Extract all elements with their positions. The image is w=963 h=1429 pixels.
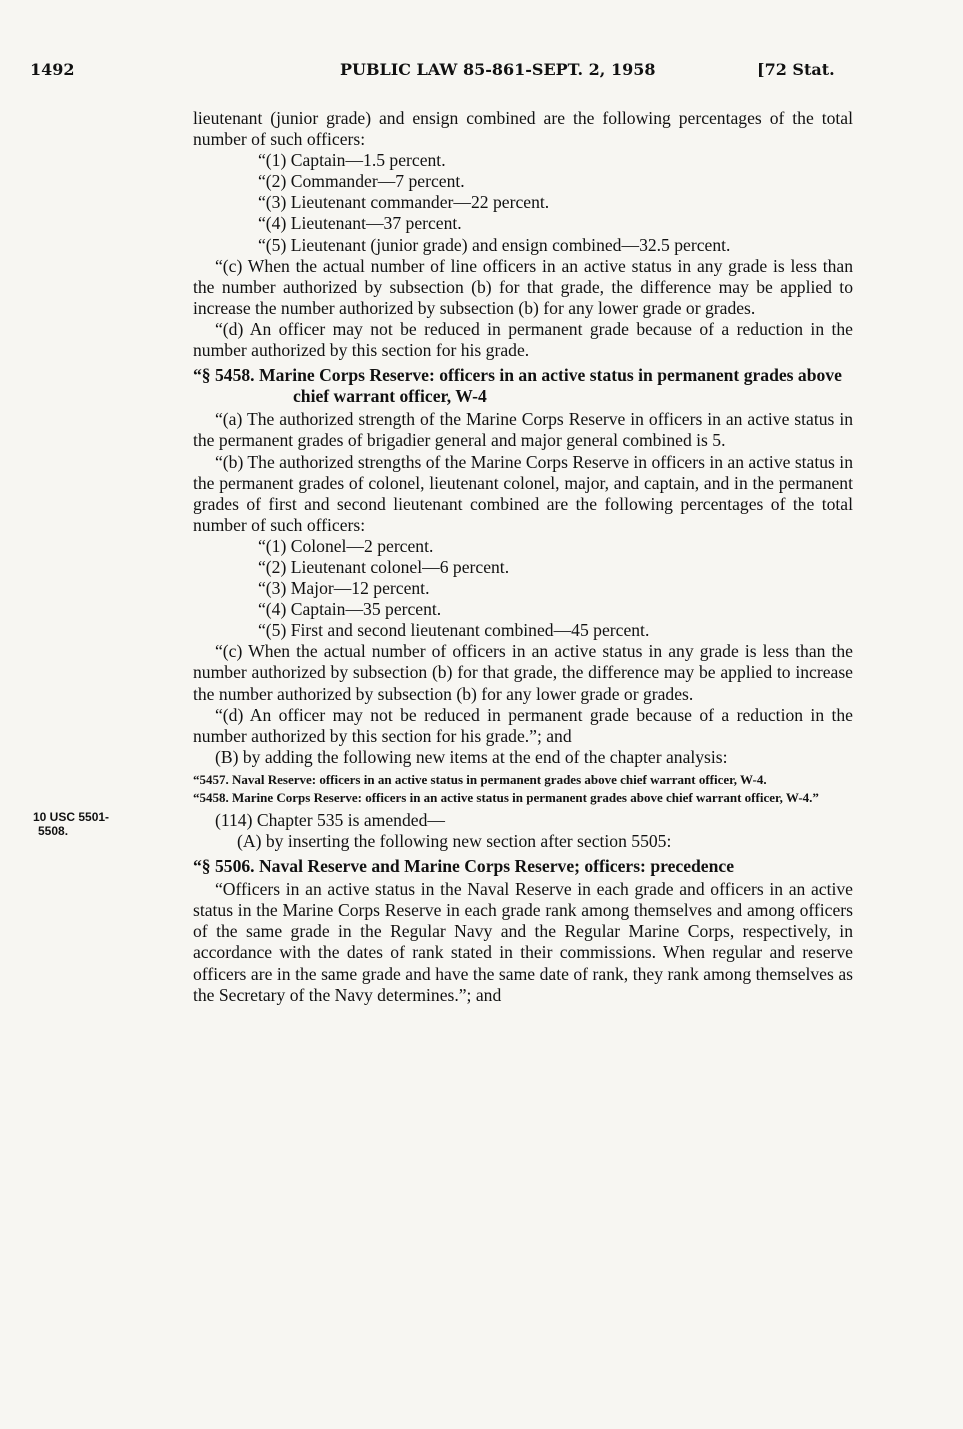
- list-item: “(3) Major—12 percent.: [258, 578, 430, 599]
- amendment-114: [33, 809, 853, 838]
- paragraph-5458-b: “(b) The authorized strengths of the Marine Corps Reserve in officers in an active status in the permanent grades of colonel, lieutenant colonel, major, and captain, and in the permanent grades of first and second lieutenant combined are the following percentages of the total number of such officers:: [193, 451, 853, 535]
- paragraph-5458-a: “(a) The authorized strength of the Marine Corps Reserve in officers in an active status in the permanent grades of brigadier general and major general combined is 5.: [193, 409, 853, 451]
- paragraph-5458-c: “(c) When the actual number of officers in an active status in any grade is less than the number authorized by subsection (b) for that grade, the difference may be applied to increase the number authorized by subsection (b) for any lower grade or grades.: [193, 641, 853, 704]
- paragraph-d: “(d) An officer may not be reduced in permanent grade because of a reduction in the number authorized by this section for his grade.: [193, 318, 853, 361]
- margin-citation-line: 10 USC 5501-: [33, 809, 110, 824]
- statute-reference: [72 Stat.: [757, 60, 835, 79]
- margin-citation-line: 5508.: [38, 823, 69, 838]
- analysis-item: “5458. Marine Corps Reserve: officers in an active status in permanent grades above chief warrant officer, W-4.”: [193, 789, 819, 805]
- list-item: “(2) Commander—7 percent.: [258, 171, 465, 192]
- chapter-analysis: [193, 772, 853, 806]
- paragraph-intro: lieutenant (junior grade) and ensign combined are the following percentages of the total number of such officers:: [193, 108, 853, 150]
- margin-citation: [33, 810, 173, 838]
- section-heading-5458: “§ 5458. Marine Corps Reserve: officers in an active status in permanent grades above chief warrant officer, W-4: [193, 365, 842, 407]
- paragraph-A: (A) by inserting the following new section after section 5505:: [237, 831, 672, 851]
- page-number: 1492: [30, 60, 75, 79]
- running-title: PUBLIC LAW 85-861-SEPT. 2, 1958: [340, 60, 656, 79]
- list-item: “(4) Lieutenant—37 percent.: [258, 213, 462, 234]
- paragraph-5506: “Officers in an active status in the Naval Reserve in each grade and officers in an active status in the Marine Corps Reserve in each grade rank among themselves and among officers of the same grade in the Regular Navy and the Regular Marine Corps, respectively, in accordance with the dates of rank stated in their commissions. When regular and reserve officers are in the same grade and have the same date of rank, they rank among themselves as the Secretary of the Navy determines.”; and: [193, 879, 853, 1005]
- paragraph-5458-d: “(d) An officer may not be reduced in permanent grade because of a reduction in the number authorized by this section for his grade.”; and: [193, 704, 853, 746]
- paragraph-B: (B) by adding the following new items at the end of the chapter analysis:: [215, 746, 728, 767]
- paragraph-c: “(c) When the actual number of line officers in an active status in any grade is less than the number authorized by subsection (b) for that grade, the difference may be applied to increase the number authorized by subsection (b) for any lower grade or grades.: [193, 255, 853, 318]
- section-heading-5506: “§ 5506. Naval Reserve and Marine Corps Reserve; officers: precedence: [193, 856, 735, 877]
- list-item: “(3) Lieutenant commander—22 percent.: [258, 192, 550, 213]
- list-item: “(1) Captain—1.5 percent.: [258, 150, 446, 171]
- list-item: “(2) Lieutenant colonel—6 percent.: [258, 556, 510, 577]
- paragraph-114: (114) Chapter 535 is amended—: [215, 809, 445, 830]
- list-item: “(1) Colonel—2 percent.: [258, 535, 434, 556]
- analysis-item: “5457. Naval Reserve: officers in an active status in permanent grades above chief warrant officer, W-4.: [193, 771, 767, 787]
- list-item: “(5) Lieutenant (junior grade) and ensign combined—32.5 percent.: [258, 234, 731, 255]
- body-text: [33, 108, 853, 1006]
- list-item: “(4) Captain—35 percent.: [258, 599, 442, 620]
- list-item: “(5) First and second lieutenant combined—45 percent.: [258, 620, 650, 641]
